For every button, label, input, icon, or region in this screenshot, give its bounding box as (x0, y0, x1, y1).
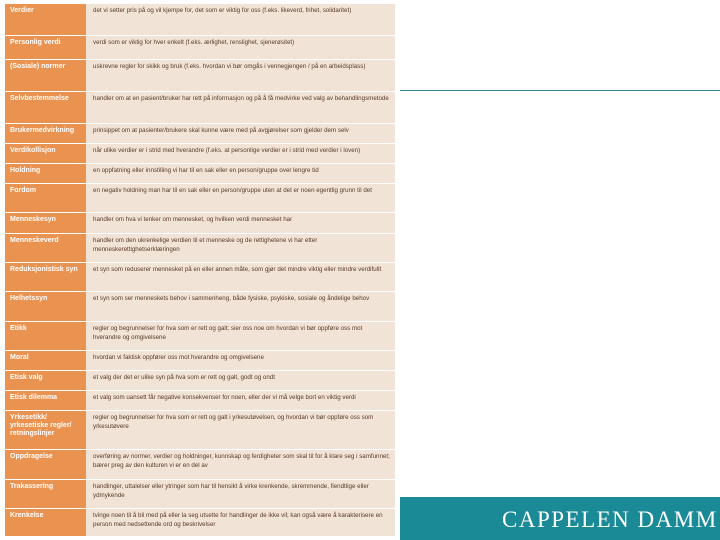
glossary-definition: et valg der det er ulike syn på hva som er rett og galt, godt og ondt (86, 371, 395, 391)
glossary-definition: det vi setter pris på og vil kjempe for, det som er viktig for oss (f.eks. likeverd, frihet, solidaritet) (86, 4, 395, 36)
glossary-definition: handlinger, uttalelser eller ytringer som har til hensikt å virke krenkende, skremmende, fiendtlige eller ydmykende (86, 480, 395, 509)
glossary-term: Holdning (5, 164, 86, 184)
glossary-term: Reduksjonistisk syn (5, 263, 86, 292)
glossary-definition: en oppfatning eller innstilling vi har til en sak eller en person/gruppe over lengre tid (86, 164, 395, 184)
glossary-term: Fordom (5, 184, 86, 213)
glossary-definition: et syn som ser menneskets behov i sammenheng, både fysiske, psykiske, sosiale og åndelige behov (86, 292, 395, 322)
glossary-row (5, 351, 395, 371)
glossary-row (5, 263, 395, 292)
publisher-logo: CAPPELEN DAMM (502, 507, 718, 532)
glossary-term: Etisk dilemma (5, 391, 86, 411)
glossary-definition: hvordan vi faktisk oppfører oss mot hverandre og omgivelsene (86, 351, 395, 371)
glossary-term: (Sosiale) normer (5, 60, 86, 92)
glossary-definition: verdi som er viktig for hver enkelt (f.eks. ærlighet, renslighet, sjenerøsitet) (86, 36, 395, 60)
brand-bar (400, 497, 720, 540)
glossary-term: Selvbestemmelse (5, 92, 86, 124)
glossary-row (5, 36, 395, 60)
glossary-term: Verdikollisjon (5, 144, 86, 164)
glossary-definition: regler og begrunnelser for hva som er rett og galt i yrkesutøvelsen, og hvordan vi bør oppføre oss som yrkesutøvere (86, 411, 395, 450)
glossary-row (5, 322, 395, 351)
glossary-row (5, 60, 395, 92)
glossary-term: Helhetssyn (5, 292, 86, 322)
glossary-row (5, 371, 395, 391)
glossary-definition: regler og begrunnelser for hva som er rett og galt; sier oss noe om hvordan vi bør oppføre oss mot hverandre og omgivelsene (86, 322, 395, 351)
glossary-definition: overføring av normer, verdier og holdninger, kunnskap og ferdigheter som skal til for å klare seg i samfunnet; bærer preg av den kulturen vi er en del av (86, 450, 395, 480)
glossary-definition: tvinge noen til å bli med på eller la seg utsette for handlinger de ikke vil; kan også være å karakterisere en person med nedsettende ord og beskrivelser (86, 509, 395, 537)
glossary-term: Trakassering (5, 480, 86, 509)
glossary-term: Menneskesyn (5, 213, 86, 234)
glossary-definition: uskrevne regler for skikk og bruk (f.eks. hvordan vi bør omgås i vennegjengen / på en arbeidsplass) (86, 60, 395, 92)
glossary-row (5, 411, 395, 450)
glossary-definition: et syn som reduserer mennesket på en eller annen måte, som gjør det mindre viktig eller mindre verdifullt (86, 263, 395, 292)
header-divider (400, 90, 720, 91)
glossary-term: Etisk valg (5, 371, 86, 391)
glossary-row (5, 4, 395, 36)
glossary-row (5, 164, 395, 184)
glossary-term: Krenkelse (5, 509, 86, 537)
glossary-term: Verdier (5, 4, 86, 36)
glossary-row (5, 450, 395, 480)
glossary-row (5, 184, 395, 213)
glossary-definition: en negativ holdning man har til en sak eller en person/gruppe uten at det er noen egentlig grunn til det (86, 184, 395, 213)
glossary-term: Personlig verdi (5, 36, 86, 60)
glossary-row (5, 92, 395, 124)
glossary-term: Brukermedvirkning (5, 124, 86, 144)
glossary-row (5, 234, 395, 263)
glossary-definition: når ulike verdier er i strid med hverandre (f.eks. at personlige verdier er i strid med verdier i loven) (86, 144, 395, 164)
glossary-term: Oppdragelse (5, 450, 86, 480)
glossary-row (5, 124, 395, 144)
glossary-definition: prinsippet om at pasienter/brukere skal kunne være med på avgjørelser som gjelder dem selv (86, 124, 395, 144)
glossary-term: Moral (5, 351, 86, 371)
glossary-row (5, 509, 395, 537)
glossary-definition: handler om den ukrenkelige verdien til et menneske og de rettighetene vi har etter menneskerettighetserklæringen (86, 234, 395, 263)
glossary-row (5, 144, 395, 164)
glossary-row (5, 480, 395, 509)
glossary-row (5, 213, 395, 234)
glossary-term: Yrkesetikk/ yrkesetiske regler/ retningslinjer (5, 411, 86, 450)
glossary-definition: handler om at en pasient/bruker har rett på informasjon og på å få medvirke ved valg av behandlingsmetode (86, 92, 395, 124)
glossary-definition: handler om hva vi tenker om mennesket, og hvilken verdi mennesket har (86, 213, 395, 234)
glossary-row (5, 292, 395, 322)
glossary-definition: et valg som uansett får negative konsekvenser for noen, eller der vi må velge bort en viktig verdi (86, 391, 395, 411)
glossary-term: Etikk (5, 322, 86, 351)
glossary-table (5, 4, 395, 537)
glossary-term: Menneskeverd (5, 234, 86, 263)
glossary-row (5, 391, 395, 411)
